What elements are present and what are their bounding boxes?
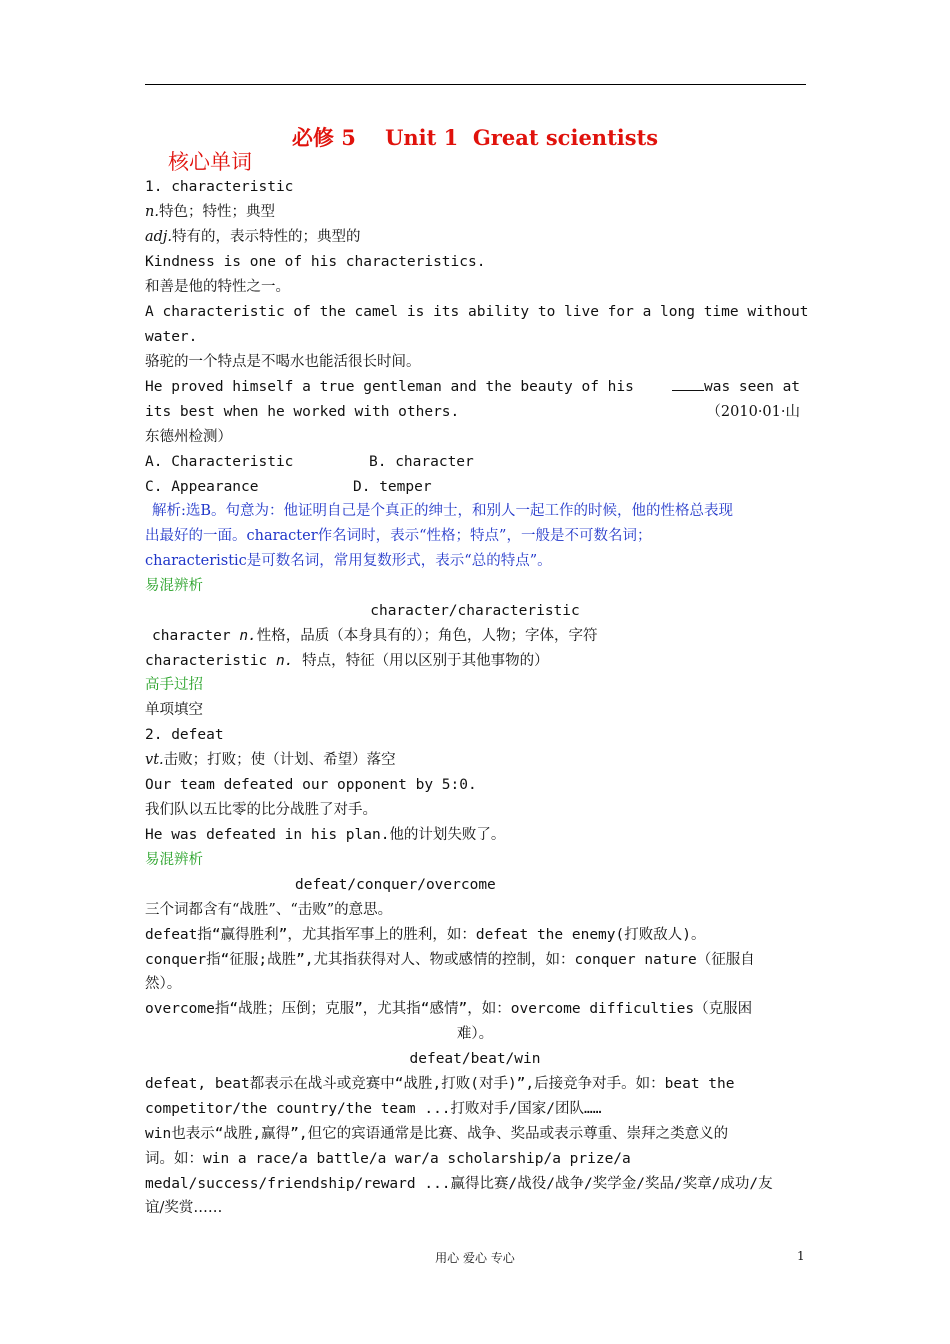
example-translation: 和善是他的特性之一。: [145, 279, 290, 295]
example-sentence: water.: [145, 329, 198, 345]
option-row: [145, 476, 432, 498]
comparison-line: 词。如：win a race/a battle/a war/a scholarship/a prize/a: [145, 1151, 631, 1167]
comparison-line: win也表示“战胜,赢得”,但它的宾语通常是比赛、战争、奖品或表示尊重、崇拜之类意义的: [145, 1126, 729, 1142]
comparison-line: 谊/奖赏……: [145, 1200, 223, 1216]
definition-line: adj.特有的，表示特性的；典型的: [145, 229, 361, 245]
section-heading: 核心单词: [168, 150, 252, 174]
comparison-line: 难）。: [456, 1026, 494, 1042]
example-translation: 骆驼的一个特点是不喝水也能活很长时间。: [145, 354, 421, 370]
comparison-line: overcome指“战胜；压倒；克服”，尤其指“感情”，如：overcome difficulties（克服困: [145, 1001, 753, 1017]
question-source: （2010·01·山: [706, 404, 800, 420]
definition-line: vt.击败；打败；使（计划、希望）落空: [145, 752, 396, 768]
comparison-line: 三个词都含有“战胜”、“击败”的意思。: [145, 902, 393, 918]
comparison-title: defeat/beat/win: [409, 1051, 541, 1067]
entry-word: 2. defeat: [145, 727, 224, 743]
answer-blank: [672, 378, 704, 391]
comparison-line: character n.性格，品质（本身具有的）；角色，人物；字体，字符: [152, 628, 598, 644]
definition-line: n.特色；特性；典型: [145, 204, 275, 220]
example-translation: 我们队以五比零的比分战胜了对手。: [145, 802, 377, 818]
example-sentence: He was defeated in his plan.他的计划失败了。: [145, 827, 506, 843]
question-source: 东德州检测）: [145, 429, 232, 445]
question-stem: its best when he worked with others. （2010·01·山: [145, 401, 806, 423]
page-title: 必修 5 Unit 1 Great scientists: [291, 125, 659, 150]
header-rule: [145, 84, 806, 85]
comparison-line: medal/success/friendship/reward ...赢得比赛/战役/战争/奖学金/奖品/奖章/成功/友: [145, 1176, 773, 1192]
entry-word: 1. characteristic: [145, 179, 294, 195]
page-footer: 用心 爱心 专心: [435, 1251, 515, 1265]
comparison-line: defeat, beat都表示在战斗或竞赛中“战胜,打败(对手)”,后接竞争对手。如：beat the: [145, 1076, 735, 1092]
option-b: B. character: [369, 454, 474, 470]
option-a: A. Characteristic: [145, 454, 294, 470]
comparison-line: defeat指“赢得胜利”，尤其指军事上的胜利，如：defeat the enemy(打败敌人)。: [145, 927, 706, 943]
example-sentence: A characteristic of the camel is its ability to live for a long time without: [145, 304, 809, 320]
part-of-speech: adj.: [145, 229, 173, 245]
option-c: C. Appearance: [145, 479, 259, 495]
page-number: 1: [797, 1249, 805, 1263]
analysis-text: characteristic是可数名词，常用复数形式，表示“总的特点”。: [145, 553, 552, 569]
example-sentence: Kindness is one of his characteristics.: [145, 254, 486, 270]
subsection-label: 易混辨析: [145, 852, 203, 868]
subsection-label: 高手过招: [145, 677, 203, 693]
analysis-text: 出最好的一面。character作名词时，表示“性格；特点”，一般是不可数名词；: [145, 528, 652, 544]
comparison-line: conquer指“征服;战胜”,尤其指获得对人、物或感情的控制，如：conquer nature（征服自: [145, 952, 755, 968]
subsection-label: 易混辨析: [145, 578, 203, 594]
comparison-title: defeat/conquer/overcome: [295, 877, 496, 893]
comparison-line: 然）。: [145, 976, 182, 992]
analysis-text: 解析:选B。句意为：他证明自己是个真正的绅士，和别人一起工作的时候，他的性格总表现: [152, 503, 734, 519]
part-of-speech: vt.: [145, 752, 164, 768]
option-row: [145, 451, 474, 473]
option-d: D. temper: [353, 479, 432, 495]
comparison-line: characteristic n. 特点，特征（用以区别于其他事物的）: [145, 653, 549, 669]
example-sentence: Our team defeated our opponent by 5:0.: [145, 777, 477, 793]
exercise-label: 单项填空: [145, 702, 203, 718]
comparison-line: competitor/the country/the team ...打败对手/国家/团队……: [145, 1101, 602, 1117]
question-stem: He proved himself a true gentleman and the beauty of his was seen at: [145, 379, 801, 395]
comparison-title: character/characteristic: [370, 603, 580, 619]
part-of-speech: n.: [145, 204, 159, 220]
